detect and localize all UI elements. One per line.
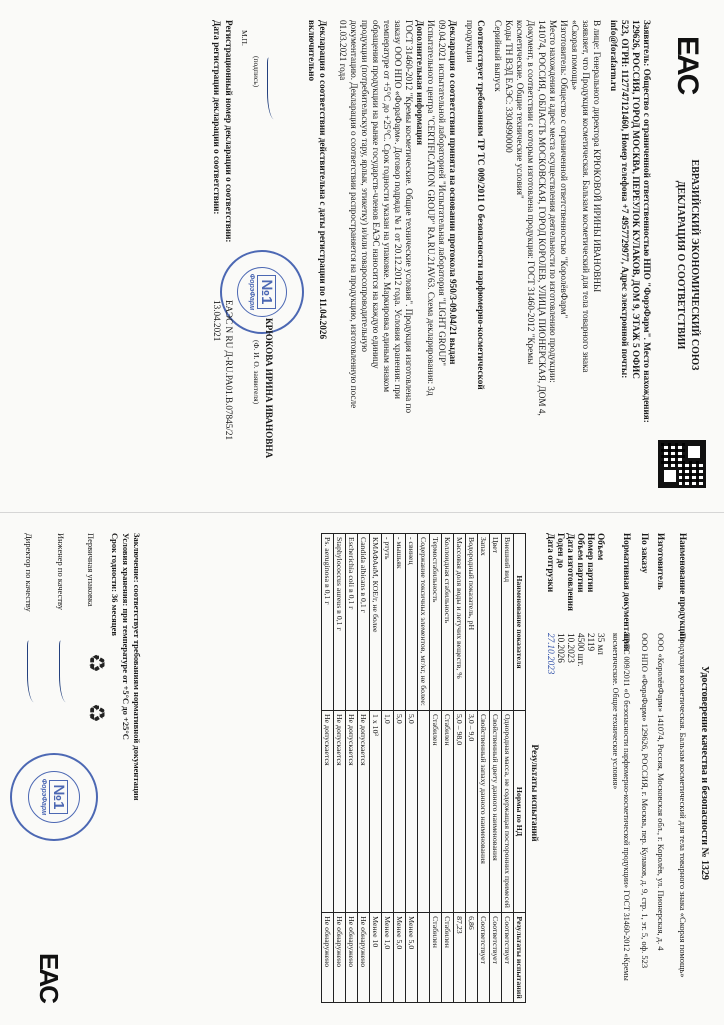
table-row: [430, 534, 442, 1003]
table-cell: [418, 913, 430, 1003]
field-label: Дата отгрузки: [546, 533, 556, 593]
product-line: Серийный выпуск: [493, 20, 503, 92]
engineer-signature: [59, 640, 76, 706]
qr-code: [658, 440, 706, 488]
table-cell: Менее 5,0: [394, 913, 406, 1003]
table-cell: Менее 10: [370, 913, 382, 1003]
basis-line: Испытательного центра "CERTIFICATION GROUP" RA.RU.21AV63. Схема декларирования: 3д: [426, 20, 436, 396]
field-value: 10.2023: [566, 633, 576, 663]
basis-line: температуре от +5°С до +25°С. Срок годности указан на упаковке. Маркировка единым знаком: [382, 20, 392, 393]
basis-line: заказу ООО НПО «ФораФарм». Договор подряда № 1 от 20.12.2012 года. Условия хранения: при: [393, 20, 403, 399]
reg-number-label: Регистрационный номер декларации о соответствии:: [224, 20, 234, 243]
field-label: Изготовитель: [656, 533, 666, 590]
table-cell: Стабилен: [442, 710, 454, 912]
signer-name: КРЮКОВА ИРИНА ИВАНОВНА: [264, 318, 274, 459]
results-table: [321, 533, 526, 1003]
declaration-title: ДЕКЛАРАЦИЯ О СООТВЕТСТВИИ: [675, 180, 686, 350]
table-cell: Staphylococcus aureus в 0,1 г: [334, 534, 346, 711]
field-label: Номер партии: [586, 533, 596, 593]
stamp-number: №1: [49, 780, 68, 813]
table-row: [454, 534, 466, 1003]
field-value: ТР ТС 009/2011 «О безопасности парфюмерно-косметической продукции» ГОСТ 31460-2012 «Кремы косметические. Общие технические условия»: [611, 633, 631, 981]
table-cell: Не допускается: [322, 710, 334, 912]
basis-line: документацию. Декларация о соответствии распространяется на продукцию, изготовленную после: [349, 20, 359, 409]
signature-caption: (подпись): [252, 56, 261, 88]
basis-line: 01.03.2021 года: [338, 20, 348, 81]
conclusion: Заключение: соответствует требованиям нормативной документации: [132, 533, 142, 801]
field-label: По заказу: [640, 533, 650, 574]
stamp-text: ФорэФарм: [40, 778, 48, 816]
storage-conditions: Условия хранения: при температуре от +5°С до +25°С: [121, 533, 131, 740]
table-row: [490, 534, 502, 1003]
results-title: Результаты испытаний: [530, 744, 540, 842]
table-cell: 5,0 – 98,0: [454, 710, 466, 912]
table-cell: Не допускается: [358, 710, 370, 912]
stamp-text: ФорэФарм: [248, 273, 255, 311]
table-cell: Цвет: [490, 534, 502, 711]
column-header: Наименование показателя: [514, 534, 526, 711]
product-line: заявляет, что Продукция косметическая. Бальзам косметический для тела товарного знака: [581, 20, 591, 373]
basis-line: Декларация о соответствии принята на основании протокола 950/3-09.04/21 выдан: [448, 20, 458, 365]
table-cell: Не обнаружено: [358, 913, 370, 1003]
table-row: [346, 534, 358, 1003]
table-cell: Стабилен: [430, 710, 442, 912]
reg-date: 13.04.2021: [212, 300, 222, 342]
table-cell: - свинец: [406, 534, 418, 711]
applicant-line: 523, ОГРН: 1127747121460, Номер телефона +7 4957729977, Адрес электронной почты:: [620, 20, 630, 379]
table-cell: Escherichia coli в 0,1 г: [346, 534, 358, 711]
recycle-icon: ♻: [83, 703, 108, 723]
table-cell: КМАФАнМ, КОЕ/г, не более: [370, 534, 382, 711]
table-row: [502, 534, 514, 1003]
table-row: [418, 534, 430, 1003]
table-row: [322, 534, 334, 1003]
field-label: Наименование продукции: [678, 533, 688, 642]
table-row: [358, 534, 370, 1003]
basis-line: 09.04.2021 испытательной лабораторией "Испытательная лаборатория "LIGHT GROUP": [437, 20, 447, 367]
shelf-life: Срок годности: 36 месяцев: [110, 533, 120, 636]
basis-line: ГОСТ 31460-2012 "Кремы косметические. Общие технические условия". Продукция изготовлена по: [404, 20, 414, 414]
table-cell: Внешний вид: [502, 534, 514, 711]
table-cell: Соответствует: [490, 913, 502, 1003]
product-line: Место нахождения и адрес места осуществления деятельности по изготовлению продукции:: [548, 20, 558, 383]
product-line: Документ, в соответствии с которым изготовлена продукция: ГОСТ 31460-2012 "Кремы: [526, 20, 536, 365]
product-line: косметические. Общие технические условия": [515, 20, 525, 199]
product-line: Изготовитель: Общество с ограниченной ответственностью "КоролёвФарм": [559, 20, 569, 319]
engineer-label: Инженер по качеству: [56, 533, 66, 610]
reg-number: ЕАЭС N RU Д-RU.РА01.В.07845/21: [224, 300, 234, 441]
table-cell: Однородная масса, не содержащая посторонних примесей: [502, 710, 514, 912]
table-cell: 1 x 10³: [370, 710, 382, 912]
field-label: Дата изготовления: [566, 533, 576, 611]
product-line: В лице: Генерального директора КРЮКОВОЙ ИРИНЫ ИВАНОВНЫ: [592, 20, 602, 293]
field-label: Объем: [596, 533, 606, 561]
table-cell: Соответствует: [478, 913, 490, 1003]
quality-certificate-sheet: [0, 512, 724, 1025]
conformity-line: Соответствует требованиям ТР ТС 009/2011 О безопасности парфюмерно-косметической: [476, 20, 486, 390]
table-cell: Стабилен: [442, 913, 454, 1003]
validity-line: включительно: [307, 20, 317, 82]
table-row: [442, 534, 454, 1003]
table-cell: - мышьяк: [394, 534, 406, 711]
eac-logo: EAC: [671, 36, 704, 94]
table-cell: Candida albicans в 0,1 г: [358, 534, 370, 711]
table-cell: Не допускается: [334, 710, 346, 912]
table-cell: Соответствует: [502, 913, 514, 1003]
table-row: [382, 534, 394, 1003]
table-cell: Не обнаружено: [334, 913, 346, 1003]
table-row: [370, 534, 382, 1003]
director-label: Директор по качеству: [24, 533, 34, 612]
table-row: [478, 534, 490, 1003]
certificate-rotated-content: [0, 513, 724, 1025]
table-cell: Стабилен: [430, 913, 442, 1003]
field-value: 10.2026: [556, 633, 566, 663]
applicant-line: Заявитель: Общество с ограниченной ответственностью НПО "ФорэФарм". Место нахождения:: [642, 20, 652, 423]
field-value: 4500 шт.: [576, 633, 586, 667]
table-row: [334, 534, 346, 1003]
table-row: [466, 534, 478, 1003]
column-header: Нормы по НД: [514, 710, 526, 912]
declaration-sheet: [0, 0, 724, 512]
applicant-line: 129626, РОССИЯ, ГОРОД МОСКВА, ПЕРЕУЛОК КУЛАКОВ, ДОМ 9, ЭТАЖ 5 ОФИС: [631, 20, 641, 379]
table-header-row: [514, 534, 526, 1003]
product-line: «Скорая помощь»: [570, 20, 580, 91]
field-value: 27.10.2023: [546, 633, 556, 675]
basis-line: Дополнительная информация: [415, 20, 425, 146]
field-label: Нормативная документация: [622, 533, 632, 652]
table-cell: Не обнаружено: [322, 913, 334, 1003]
table-cell: Ps. aeruginosa в 0,1 г: [322, 534, 334, 711]
union-heading: ЕВРАЗИЙСКИЙ ЭКОНОМИЧЕСКИЙ СОЮЗ: [689, 159, 700, 371]
declaration-rotated-content: [0, 0, 724, 512]
signer-name-caption: (Ф. И. О. заявителя): [252, 340, 261, 405]
table-cell: 5,0: [394, 710, 406, 912]
table-row: [394, 534, 406, 1003]
table-cell: Запах: [478, 534, 490, 711]
product-line: 141074, РОССИЯ, ОБЛАСТЬ МОСКОВСКАЯ, ГОРОД КОРОЛЕВ, УЛИЦА ПИОНЕРСКАЯ, ДОМ 4,: [537, 20, 547, 416]
table-cell: Свойственный цвету данного наименования: [490, 710, 502, 912]
stamp-caption: М.П.: [240, 30, 249, 46]
table-cell: Свойственный запаху данного наименования: [478, 710, 490, 912]
table-cell: Менее 5,0: [406, 913, 418, 1003]
stamp-number: №1: [257, 275, 276, 308]
table-cell: Коллоидная стабильность: [442, 534, 454, 711]
field-label: Годен до: [556, 533, 566, 568]
table-row: [406, 534, 418, 1003]
product-line: Коды ТН ВЭД ЕАЭС: 3304990000: [504, 20, 514, 153]
table-cell: Содержание токсичных элементов, мг/кг, не более:: [418, 534, 430, 711]
table-cell: Термостабильность: [430, 534, 442, 711]
basis-line: обращения продукции на рынке государств-членов ЕАЭС наносится на каждую единицу: [371, 20, 381, 369]
field-value: Продукция косметическая. Бальзам косметический для тела товарного знака «Скорая помощь»: [678, 633, 688, 978]
table-cell: 5,0: [406, 710, 418, 912]
table-cell: 6,86: [466, 913, 478, 1003]
director-signature: [27, 640, 44, 706]
reg-date-label: Дата регистрации декларации о соответствии:: [212, 20, 222, 215]
table-cell: [418, 710, 430, 912]
table-cell: 87,23: [454, 913, 466, 1003]
validity-line: Декларация о соответствии действительна с даты регистрации по 11.04.2026: [318, 20, 328, 340]
column-header: Результаты испытаний: [514, 913, 526, 1003]
field-label: Объем партии: [576, 533, 586, 593]
basis-line: продукции (потребительскую тару, ярлык, этикетку) и/или товаросопроводительную: [360, 20, 370, 353]
table-cell: Не обнаружено: [346, 913, 358, 1003]
eac-logo: EAC: [34, 953, 64, 1002]
company-stamp: [10, 753, 98, 841]
recycle-icon: ♻: [83, 653, 108, 673]
table-cell: - ртуть: [382, 534, 394, 711]
table-cell: 1,0: [382, 710, 394, 912]
conformity-line: продукции: [465, 20, 475, 63]
field-value: ООО НПО «ФораФарм» 129626, РОССИЯ, г. Москва, пер. Кулаков, д. 9, стр. 1, эт. 5, оф. 523: [640, 633, 650, 969]
table-cell: 3,0 – 9,0: [466, 710, 478, 912]
table-cell: Менее 1,0: [382, 913, 394, 1003]
applicant-line: info@forafarm.ru: [609, 20, 619, 92]
table-cell: Не допускается: [346, 710, 358, 912]
field-value: ООО «КоролёвФарм» 141074, Россия, Московская обл., г. Королёв, ул. Пионерская, д. 4: [656, 633, 666, 951]
packaging-label: Первичная упаковка: [86, 533, 96, 607]
signature: [267, 57, 284, 123]
table-cell: Массовая доля воды и летучих веществ, %: [454, 534, 466, 711]
certificate-title: Удостоверение качества и безопасности № 1329: [699, 665, 710, 881]
field-value: 35 мл: [596, 633, 606, 655]
table-cell: Водородный показатель, pH: [466, 534, 478, 711]
field-value: 2119: [586, 633, 596, 652]
